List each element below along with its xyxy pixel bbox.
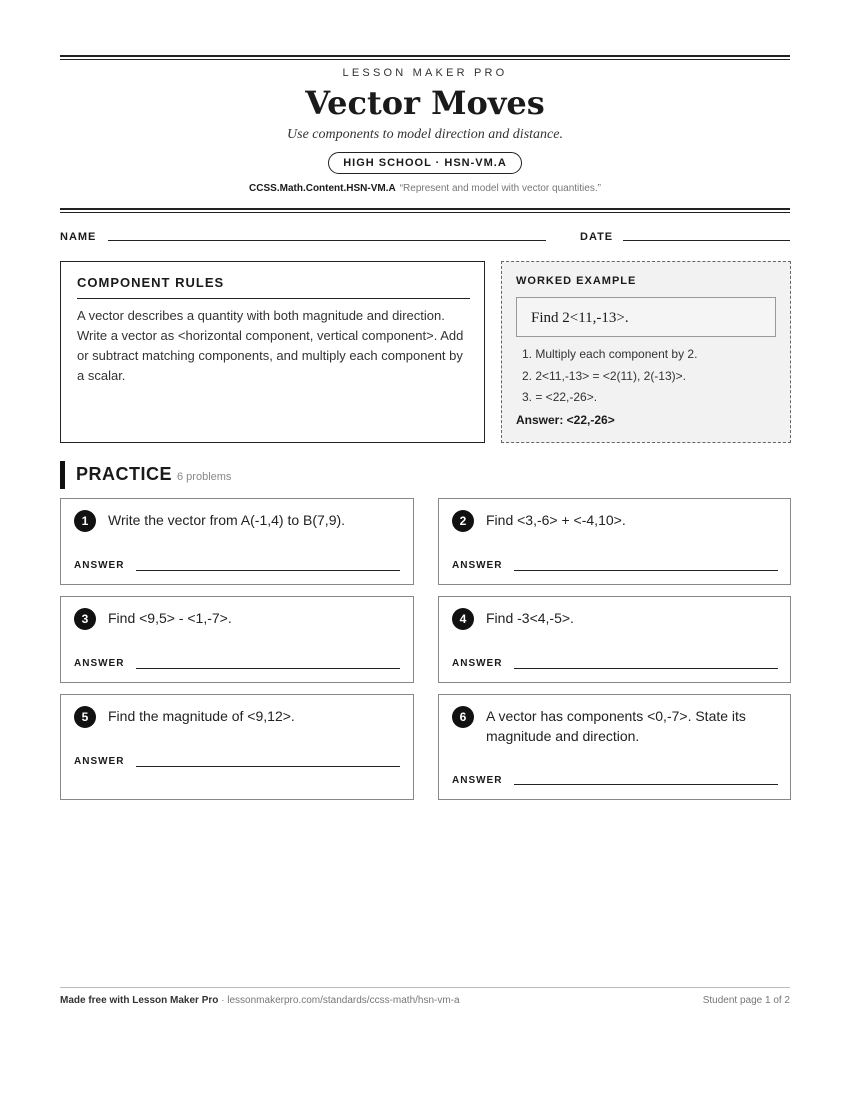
practice-count: 6 problems — [177, 471, 232, 483]
answer-label: ANSWER — [452, 775, 503, 786]
brand-label: LESSON MAKER PRO — [342, 67, 508, 79]
header-double-rule — [60, 208, 790, 213]
date-label: DATE — [580, 231, 614, 243]
answer-field[interactable] — [136, 570, 400, 571]
footer-credit — [60, 995, 460, 1006]
problem-card-1 — [60, 498, 414, 585]
problem-text: Write the vector from A(-1,4) to B(7,9). — [108, 512, 346, 528]
problem-text: Find -3<4,-5>. — [486, 610, 574, 626]
date-field[interactable] — [623, 240, 790, 241]
problem-card-3 — [60, 596, 414, 683]
standard-line — [60, 183, 790, 194]
problem-number: 4 — [452, 608, 474, 630]
problem-number: 6 — [452, 706, 474, 728]
practice-accent-bar — [60, 461, 65, 489]
problem-card-5 — [60, 694, 414, 800]
standard-code: CCSS.Math.Content.HSN-VM.A — [249, 183, 396, 194]
answer-field[interactable] — [514, 784, 778, 785]
worked-example-answer: Answer: <22,-26> — [516, 413, 615, 427]
problem-number: 3 — [74, 608, 96, 630]
component-rules-box — [60, 261, 485, 443]
page-subtitle: Use components to model direction and distance. — [287, 127, 563, 142]
problem-number: 2 — [452, 510, 474, 532]
problem-text: Find <9,5> - <1,-7>. — [108, 610, 232, 626]
worked-step: 3. = <22,-26>. — [522, 390, 598, 404]
footer-url[interactable]: · lessonmakerpro.com/standards/ccss-math/hsn-vm-a — [218, 995, 460, 1006]
problem-text: Find the magnitude of <9,12>. — [108, 708, 295, 724]
answer-label: ANSWER — [74, 756, 125, 767]
rules-divider — [77, 298, 470, 299]
footer-page-number: Student page 1 of 2 — [702, 995, 790, 1006]
worked-example-box — [501, 261, 791, 443]
answer-label: ANSWER — [452, 560, 503, 571]
top-double-rule — [60, 55, 790, 60]
answer-label: ANSWER — [74, 560, 125, 571]
practice-title: PRACTICE — [76, 464, 173, 484]
page-title: Vector Moves — [305, 84, 545, 122]
problem-card-2 — [438, 498, 791, 585]
problem-number: 1 — [74, 510, 96, 532]
worksheet-page — [60, 0, 790, 1100]
footer-made-with: Made free with Lesson Maker Pro — [60, 995, 219, 1006]
answer-field[interactable] — [514, 570, 778, 571]
standard-quote: “Represent and model with vector quantities.” — [399, 183, 601, 194]
rules-body: A vector describes a quantity with both magnitude and direction. Write a vector as <horizontal component, vertical component>. Add or subtract matching components, and multiply each component by a scalar. — [77, 308, 464, 383]
problem-card-6 — [438, 694, 791, 800]
rules-title: COMPONENT RULES — [77, 275, 225, 290]
answer-label: ANSWER — [452, 658, 503, 669]
worked-example-title: WORKED EXAMPLE — [516, 275, 637, 287]
level-badge: HIGH SCHOOL · HSN-VM.A — [328, 152, 522, 174]
name-label: NAME — [60, 231, 97, 243]
answer-field[interactable] — [136, 766, 400, 767]
footer-divider — [60, 987, 790, 988]
worked-step: 1. Multiply each component by 2. — [522, 347, 698, 361]
problem-number: 5 — [74, 706, 96, 728]
worked-example-prompt: Find 2<11,-13>. — [516, 297, 776, 337]
problem-card-4 — [438, 596, 791, 683]
problem-text: A vector has components <0,-7>. State its magnitude and direction. — [486, 708, 746, 744]
worked-step: 2. 2<11,-13> = <2(11), 2(-13)>. — [522, 368, 686, 383]
answer-field[interactable] — [136, 668, 400, 669]
answer-field[interactable] — [514, 668, 778, 669]
worked-example-steps — [522, 344, 697, 409]
problem-text: Find <3,-6> + <-4,10>. — [486, 512, 626, 528]
answer-label: ANSWER — [74, 658, 125, 669]
name-field[interactable] — [108, 240, 546, 241]
